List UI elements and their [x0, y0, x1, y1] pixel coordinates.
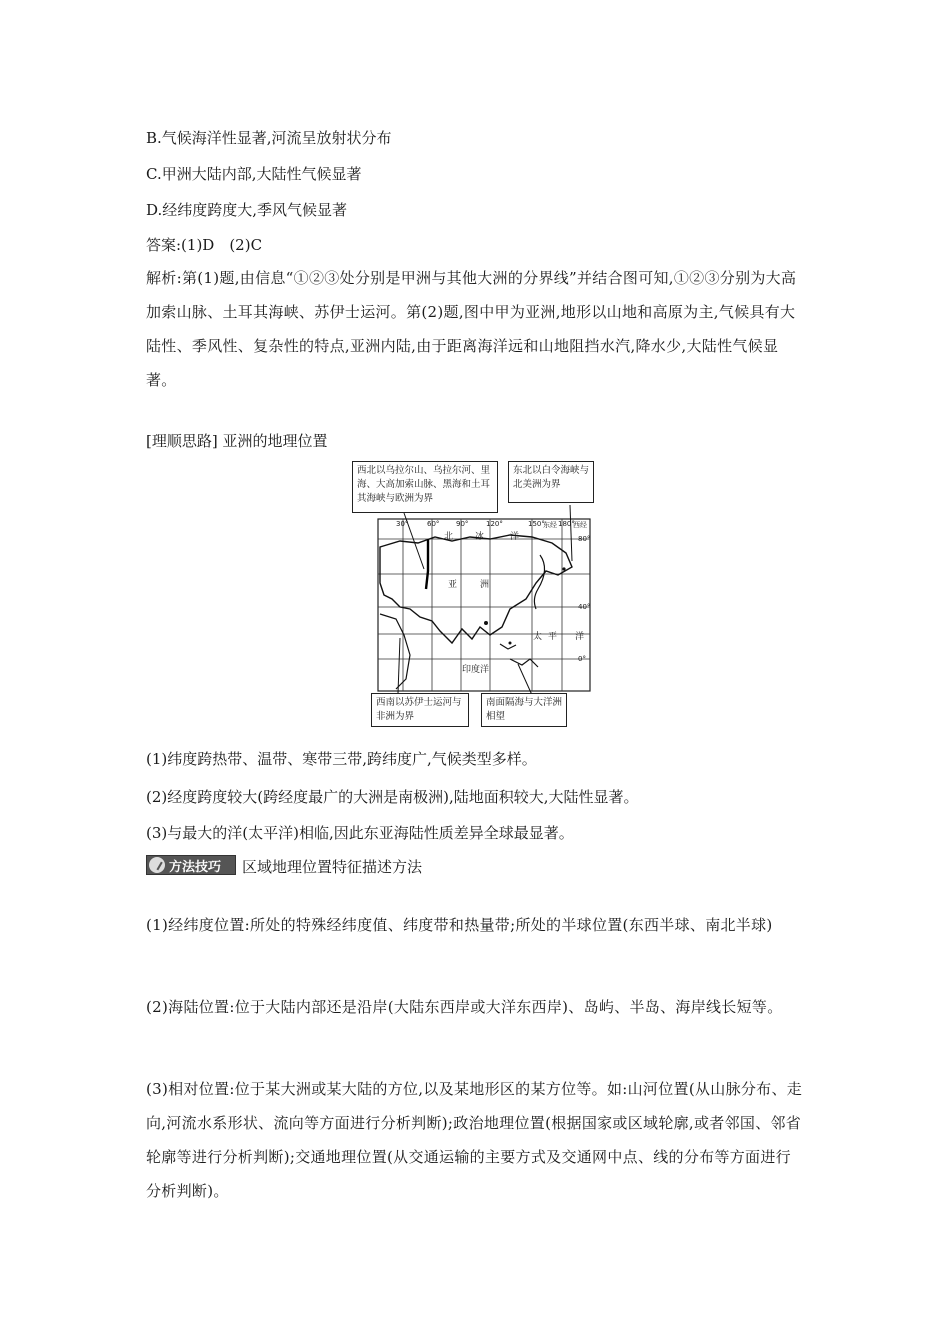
lon-label: 西经 — [573, 521, 587, 529]
asia-location-map — [340, 459, 600, 729]
lat-label: 80° — [578, 535, 591, 543]
callout-south: 南面隔海与大洋洲相望 — [481, 693, 567, 727]
callout-southwest: 西南以苏伊士运河与非洲为界 — [371, 693, 469, 727]
asia-char: 亚 — [448, 580, 458, 590]
thinking-title: [理顺思路] 亚洲的地理位置 — [146, 432, 328, 450]
method-item-2: (2)海陆位置:位于大陆内部还是沿岸(大陆东西岸或大洋东西岸)、岛屿、半岛、海岸线长短等。 — [146, 998, 783, 1016]
callout-northwest: 西北以乌拉尔山、乌拉尔河、里海、大高加索山脉、黑海和土耳其海峡与欧洲为界 — [352, 461, 498, 513]
lon-label: 60° — [427, 520, 440, 528]
asia-char: 洲 — [480, 580, 490, 590]
option-c: C.甲洲大陆内部,大陆性气候显著 — [146, 165, 362, 183]
option-d: D.经纬度跨度大,季风气候显著 — [146, 201, 348, 219]
point-2: (2)经度跨度较大(跨经度最广的大洲是南极洲),陆地面积较大,大陆性显著。 — [146, 788, 639, 806]
point-1: (1)纬度跨热带、温带、寒带三带,跨纬度广,气候类型多样。 — [146, 750, 537, 768]
map-labels — [340, 459, 600, 729]
callout-northeast: 东北以白令海峡与北美洲为界 — [508, 461, 594, 503]
answer: 答案:(1)D (2)C — [146, 236, 263, 254]
pacific-char: 太 — [533, 632, 543, 642]
method-item-1: (1)经纬度位置:所处的特殊经纬度值、纬度带和热量带;所处的半球位置(东西半球、南北半球) — [146, 916, 773, 934]
pencil-icon — [149, 857, 165, 873]
lat-label: 0° — [578, 655, 586, 663]
analysis-paragraph: 解析:第(1)题,由信息“①②③处分别是甲洲与其他大洲的分界线”并结合图可知,①②③分别为大高加索山脉、土耳其海峡、苏伊士运河。第(2)题,图中甲为亚洲,地形以山地和高原为主,气候具有大陆性、季风性、复杂性的特点,亚洲内陆,由于距离海洋远和山地阻挡水汽,降水少,大陆性气候显著。 — [146, 269, 797, 389]
method-badge-label: 方法技巧 — [169, 859, 222, 875]
lon-label: 东经 — [543, 521, 557, 529]
method-badge — [146, 855, 236, 875]
lon-label: 30° — [396, 520, 409, 528]
lon-label: 120° — [486, 520, 503, 528]
lon-label: 90° — [456, 520, 469, 528]
lon-label: 150° — [528, 520, 545, 528]
pacific-char: 洋 — [575, 632, 585, 642]
pacific-char: 平 — [548, 632, 558, 642]
option-b: B.气候海洋性显著,河流呈放射状分布 — [146, 129, 392, 147]
method-item-3: (3)相对位置:位于某大洲或某大陆的方位,以及某地形区的某方位等。如:山河位置(从山脉分布、走向,河流水系形状、流向等方面进行分析判断);政治地理位置(根据国家或区域轮廓,或者邻国、邻省轮廓等进行分析判断);交通地理位置(从交通运输的主要方式及交通网中点、线的分布等方面进行分析判断)。 — [146, 1080, 803, 1200]
ocean-north-char: 北 — [444, 532, 454, 542]
lat-label: 40° — [578, 603, 591, 611]
ocean-north-char: 冰 — [475, 532, 485, 542]
ocean-north-char: 洋 — [510, 532, 520, 542]
method-title: 区域地理位置特征描述方法 — [242, 858, 423, 876]
lon-label: 180° — [558, 520, 575, 528]
indian-ocean-label: 印度洋 — [462, 665, 490, 675]
point-3: (3)与最大的洋(太平洋)相临,因此东亚海陆性质差异全球最显著。 — [146, 824, 574, 842]
